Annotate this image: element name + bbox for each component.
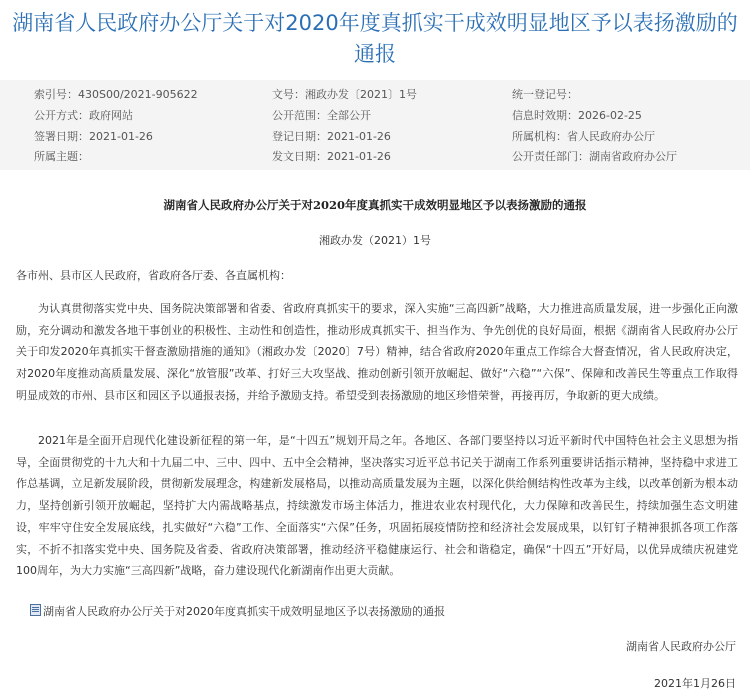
meta-publish-scope: 公开范围：全部公开: [272, 109, 371, 122]
meta-signing-date: 签署日期：2021-01-26: [34, 130, 153, 143]
meta-registration-date: 登记日期：2021-01-26: [272, 130, 391, 143]
document-number: 湘政办发（2021）1号: [319, 234, 431, 247]
meta-index-number: 索引号：430S00/2021-905622: [34, 88, 198, 101]
body-paragraph-1: 为认真贯彻落实党中央、国务院决策部署和省委、省政府真抓实干的要求，深入实施“三高四新”战略，大力推进高质量发展，进一步强化正向激励，充分调动和激发各地干事创业的积极性、主动性和创造性，推动形成真抓实干、担当作为、争先创优的良好局面，根据《湖南省人民政府办公厅关于印发2020年真抓实干督查激励措施的通知》（湘政办发〔2020〕7号）精神，结合省政府2020年重点工作综合大督查情况，省人民政府决定，对2020年度推动高质量发展、深化“放管服”改革、打好三大攻坚战、推动创新引领开放崛起、做好“六稳”“六保”、保障和改善民生等重点工作取得明显成效的市州、县市区和园区予以通报表扬，并给予激励支持。希望受到表扬激励的地区珍惜荣誉，再接再厉，争取新的更大成绩。: [16, 302, 738, 402]
attachment: [30, 604, 730, 620]
body-paragraph-2: 2021年是全面开启现代化建设新征程的第一年，是“十四五”规划开局之年。各地区、各部门要坚持以习近平新时代中国特色社会主义思想为指导，全面贯彻党的十九大和十九届二中、三中、四中、五中全会精神，坚决落实习近平总书记关于湖南工作系列重要讲话指示精神，坚持稳中求进工作总基调，立足新发展阶段，贯彻新发展理念，构建新发展格局，以推动高质量发展为主题，以深化供给侧结构性改革为主线，以改革创新为根本动力，坚持创新引领开放崛起，坚持扩大内需战略基点，持续激发市场主体活力，推进农业农村现代化，大力保障和改善民生，持续加强生态文明建设，牢牢守住安全发展底线，扎实做好“六稳”工作、全面落实“六保”任务，巩固拓展疫情防控和经济社会发展成果，以钉钉子精神狠抓各项工作落实，不折不扣落实党中央、国务院及省委、省政府决策部署，推动经济平稳健康运行、社会和谐稳定，确保“十四五”开好局，以优异成绩庆祝建党100周年，为大力实施“三高四新”战略，奋力建设现代化新湖南作出更大贡献。: [16, 434, 738, 578]
meta-doc-number: 文号：湘政办发〔2021〕1号: [272, 88, 417, 101]
signer: 湖南省人民政府办公厅: [626, 640, 736, 653]
meta-publish-method: 公开方式：政府网站: [34, 109, 133, 122]
meta-topic: 所属主题：: [34, 150, 89, 163]
document-title: 湖南省人民政府办公厅关于对2020年度真抓实干成效明显地区予以表扬激励的通报: [163, 198, 587, 212]
issue-date: 2021年1月26日: [654, 677, 736, 690]
meta-registration-number: 统一登记号：: [512, 88, 578, 101]
attachment-link[interactable]: 湖南省人民政府办公厅关于对2020年度真抓实干成效明显地区予以表扬激励的通报: [43, 605, 445, 618]
metadata-table: [0, 80, 750, 170]
meta-organization: 所属机构：省人民政府办公厅: [512, 130, 655, 143]
document-file-icon: [30, 604, 41, 616]
meta-validity-period: 信息时效期：2026-02-25: [512, 109, 642, 122]
meta-issue-date: 发文日期：2021-01-26: [272, 150, 391, 163]
page-title: 湖南省人民政府办公厅关于对2020年度真抓实干成效明显地区予以表扬激励的通报: [12, 11, 738, 66]
salutation: 各市州、县市区人民政府，省政府各厅委、各直属机构：: [16, 269, 291, 282]
meta-responsible-dept: 公开责任部门：湖南省政府办公厅: [512, 150, 677, 163]
